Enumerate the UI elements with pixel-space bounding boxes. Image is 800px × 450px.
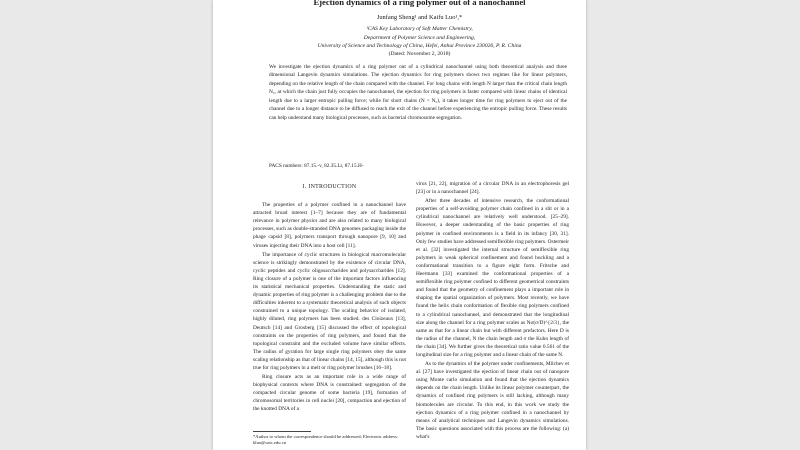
right-column [416,180,569,441]
paper-title: Ejection dynamics of a ring polymer out of a nanochannel [313,0,526,7]
affiliation-univ: University of Science and Technology of China, Hefei, Anhui Province 230026, P. R. China [317,43,522,50]
section-heading-introduction: I. INTRODUCTION [302,184,357,190]
affiliation-dept: Department of Polymer Science and Engineering, [363,34,476,41]
affiliation [253,25,586,51]
paragraph: After three decades of intensive research, the conformational properties of a self-avoiding polymer chain confined in a slit or in a cylindrical nanochannel are relatively well understood. [25–29]. However, a deeper understanding of the basic properties of ring polymer in confined environments is a field in its infancy [30, 31]. Only few studies have addressed semiflexible ring polymers. Ostermeir et al. [32] investigated the internal structure of semiflexible ring polymers in weak spherical confinement and found buckling and a conformational transition to a figure eight form. Fritsche and Heermann [33] examined the conformational properties of a semiflexible ring polymer confined to different geometrical constraints and found that the geometry of confinement plays a important role in shaping the spatial organization of polymers. Most recently, we have found the helix chain conformation of flexible ring polymers confined to a cylindrical nanochannel, and demonstrated that the longitudinal size along the channel for a ring polymer scales as Nσ(σ/D)^{2/3}, the same as that for a linear chain but with different prefactors. Here D is the radius of the channel, N the chain length and σ the Kuhn length of the chain [34]. We further gives the theoretical ratio value 0.561 of the longitudinal size for a ring polymer and a linear chain of the same N. [416,198,569,358]
paper-page [213,0,586,450]
paragraph: As to the dynamics of the polymer under confinements, Milchev et al. [27] have investigated the ejection of linear chain out of nanopore using Monte carlo simulation and found that the ejection dynamics depends on the chain length. Unlike its linear polymer counterpart, the dynamics of confined ring polymers is still lacking, although many biomolecules are circular. To this end, in this work we study the ejection dynamics of a ring polymer confined in a nanochannel by means of analytical techniques and Langevin dynamics simulations. The basic questions associated with this process are the following: (a) what's [416,361,569,440]
paragraph: Ring closure acts as an important role in a wide range of biophysical contexts where DNA is constrained: segregation of the compacted circular genome of some bacteria [19], formation of chromosomal territories in cell nuclei [20], compaction and ejection of the knotted DNA of a [253,374,406,413]
footnote: *Author to whom the correspondence should be addressed; Electronic address: kluo@ustc.edu.cn [253,434,399,445]
pacs-numbers: PACS numbers: 87.15.-v, 82.35.Lr, 87.15.H- [269,163,364,169]
abstract: We investigate the ejection dynamics of a ring polymer out of a cylindrical nanochannel using both theoretical analysis and three dimensional Langevin dynamics simulations. The ejection dynamics for ring polymers shows two regimes like for linear polymers, depending on the relative length of the chain compared with the channel. For long chains with length N larger than the critical chain length N꜀, at which the chain just fully occupies the nanochannel, the ejection for ring polymers is faster compared with linear chains of identical length due to a larger entropic pulling force; while for short chains (N < N꜀), it takes longer time for ring polymers to eject out of the channel due to a longer distance to be diffused to reach the exit of the channel before experiencing the entropic pulling force. These results can help understand many biological processes, such as bacterial chromosome segregation. [269,64,567,121]
left-column [253,183,406,414]
affiliation-lab: ¹CAS Key Laboratory of Soft Matter Chemistry, [366,26,473,32]
paragraph: The properties of a polymer confined in a nanochannel have attracted broad interest [1–7] because they are of fundamental relevance in polymer physics and are also related to many biological processes, such as double-stranded DNA genomes packaging inside the phage capsid [8], polymers transport through nanopore [9, 10] and viruses injecting their DNA into a host cell [11]. [253,202,406,249]
paragraph: The importance of cyclic structures in biological macromolecular science is strikingly demonstrated by the existence of circular DNA, cyclic peptides and cyclic oligosaccharides and polysaccharides [12]. Ring closure of a polymer is one of the important factors influencing its statistical mechanical properties. Understanding the static and dynamic properties of ring polymer is a challenging problem due to the difficulties inherent to a systematic theoretical analysis of such objects constrained to a unique topology. The scaling behavior of isolated, highly diluted, ring polymers has been studied. des Cloizeaux [13], Deutsch [14] and Grosberg [15] discussed the effect of topological constraints on the properties of ring polymers, and found that the topological constraint and the excluded volume have similar effects. The radius of gyration for large single ring polymers obey the same scaling relationship as that of linear chains [14, 15], although this is not true for ring polymers in a melt or ring polymer brushes [16–18]. [253,251,406,371]
paragraph: virus [21, 22], migration of a circular DNA in an electrophoresis gel [23] or in a nanochannel [24]. [416,181,569,196]
footnote-rule [253,431,311,432]
authors: Junfang Sheng¹ and Kaifu Luo¹,* [376,14,463,21]
dated-line: (Dated: November 2, 2018) [388,51,451,57]
